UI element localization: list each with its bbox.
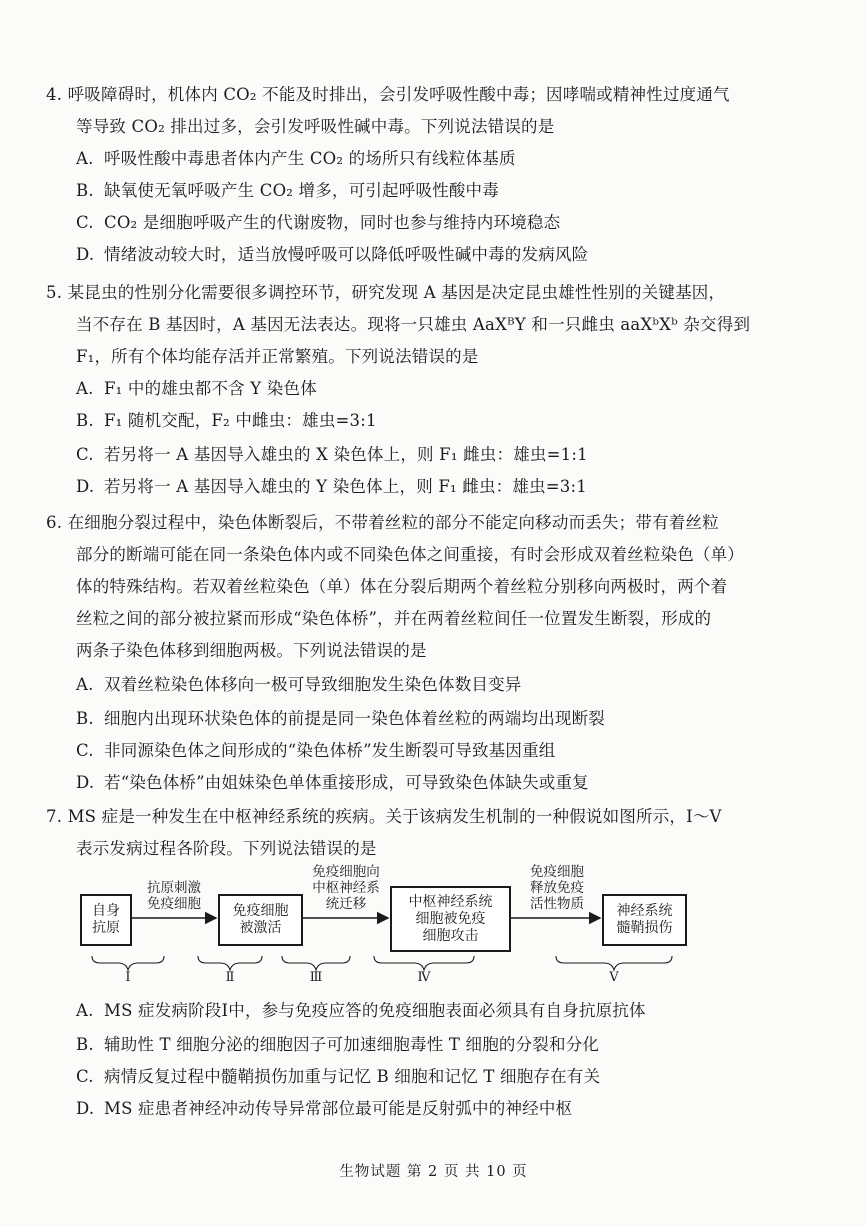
option-label: A. xyxy=(76,149,94,168)
q6-option-b xyxy=(76,708,605,730)
q5-stem-line-3: F₁，所有个体均能存活并正常繁殖。下列说法错误的是 xyxy=(76,347,479,366)
option-text: F₁ 随机交配，F₂ 中雌虫：雄虫=3:1 xyxy=(104,411,377,430)
q7-option-a xyxy=(76,1000,646,1022)
q7-stem-line-1: 7. MS 症是一种发生在中枢神经系统的疾病。关于该病发生机制的一种假说如图所示，Ⅰ～Ⅴ xyxy=(46,807,722,826)
q5-stem-line-2: 当不存在 B 基因时，A 基因无法表达。现将一只雄虫 AaXᴮY 和一只雌虫 aaXᵇXᵇ 杂交得到 xyxy=(76,315,751,334)
option-label: C. xyxy=(76,1067,94,1086)
q6-option-c xyxy=(76,740,555,762)
option-label: B. xyxy=(76,411,94,430)
brace-stage-3 xyxy=(282,956,350,970)
q6-option-a xyxy=(76,674,522,696)
brace-stage-5 xyxy=(556,956,672,970)
brace-stage-4 xyxy=(374,956,474,970)
box-myelin-damage: 神经系统 髓鞘损伤 xyxy=(602,894,687,946)
arrow-label-3: 免疫细胞 释放免疫 活性物质 xyxy=(530,864,584,912)
option-label: D. xyxy=(76,1099,95,1118)
stage-label-5: Ⅴ xyxy=(609,970,619,985)
stage-label-4: Ⅳ xyxy=(417,970,431,985)
q6-stem-line-5: 两条子染色体移到细胞两极。下列说法错误的是 xyxy=(76,641,427,660)
q7-option-c xyxy=(76,1066,600,1088)
q7-option-d xyxy=(76,1098,572,1120)
arrow-label-1: 抗原刺激 免疫细胞 xyxy=(147,880,201,912)
q4-stem-line-1: 4. 呼吸障碍时，机体内 CO₂ 不能及时排出，会引发呼吸性酸中毒；因哮喘或精神性过度通气 xyxy=(46,85,730,104)
q4-option-a xyxy=(76,148,516,170)
option-text: F₁ 中的雄虫都不含 Y 染色体 xyxy=(104,379,317,398)
brace-stage-2 xyxy=(198,956,262,970)
option-text: MS 症患者神经冲动传导异常部位最可能是反射弧中的神经中枢 xyxy=(104,1099,573,1118)
option-label: C. xyxy=(76,445,94,464)
stage-label-2: Ⅱ xyxy=(225,970,235,985)
q6-stem-line-1: 6. 在细胞分裂过程中，染色体断裂后，不带着丝粒的部分不能定向移动而丢失；带有着丝粒 xyxy=(46,513,719,532)
option-text: 双着丝粒染色体移向一极可导致细胞发生染色体数目变异 xyxy=(104,675,522,694)
option-label: A. xyxy=(76,379,94,398)
q7-stem-line-2: 表示发病过程各阶段。下列说法错误的是 xyxy=(76,839,377,858)
option-text: 情绪波动较大时，适当放慢呼吸可以降低呼吸性碱中毒的发病风险 xyxy=(104,245,589,264)
option-label: C. xyxy=(76,213,94,232)
option-text: CO₂ 是细胞呼吸产生的代谢废物，同时也参与维持内环境稳态 xyxy=(104,213,561,232)
option-text: 病情反复过程中髓鞘损伤加重与记忆 B 细胞和记忆 T 细胞存在有关 xyxy=(104,1067,601,1086)
q5-option-d xyxy=(76,476,587,498)
q7-option-b xyxy=(76,1034,599,1056)
box-self-antigen: 自身 抗原 xyxy=(80,894,132,946)
q4-option-c xyxy=(76,212,560,234)
option-label: D. xyxy=(76,245,95,264)
box-immune-activated: 免疫细胞 被激活 xyxy=(218,894,303,946)
q6-stem-line-4: 丝粒之间的部分被拉紧而形成“染色体桥”，并在两着丝粒间任一位置发生断裂，形成的 xyxy=(76,609,712,628)
option-text: 辅助性 T 细胞分泌的细胞因子可加速细胞毒性 T 细胞的分裂和分化 xyxy=(104,1035,600,1054)
q6-stem-line-3: 体的特殊结构。若双着丝粒染色（单）体在分裂后期两个着丝粒分别移向两极时，两个着 xyxy=(76,577,728,596)
option-text: 缺氧使无氧呼吸产生 CO₂ 增多，可引起呼吸性酸中毒 xyxy=(104,181,499,200)
q5-option-b xyxy=(76,410,377,432)
brace-stage-1 xyxy=(92,956,164,970)
option-label: C. xyxy=(76,741,94,760)
option-text: 若“染色体桥”由姐妹染色单体重接形成，可导致染色体缺失或重复 xyxy=(104,773,589,792)
q6-stem-line-2: 部分的断端可能在同一条染色体内或不同染色体之间重接，有时会形成双着丝粒染色（单） xyxy=(76,545,744,564)
q4-option-d xyxy=(76,244,588,266)
q4-stem-line-2: 等导致 CO₂ 排出过多，会引发呼吸性碱中毒。下列说法错误的是 xyxy=(76,117,555,136)
q6-option-d xyxy=(76,772,589,794)
q5-option-a xyxy=(76,378,317,400)
ms-pathogenesis-diagram xyxy=(70,862,790,992)
option-label: A. xyxy=(76,1001,94,1020)
q4-option-b xyxy=(76,180,499,202)
q5-option-c xyxy=(76,444,588,466)
option-text: 非同源染色体之间形成的“染色体桥”发生断裂可导致基因重组 xyxy=(104,741,556,760)
option-text: 呼吸性酸中毒患者体内产生 CO₂ 的场所只有线粒体基质 xyxy=(104,149,516,168)
box-cns-attacked: 中枢神经系统 细胞被免疫 细胞攻击 xyxy=(390,886,511,952)
option-label: D. xyxy=(76,477,95,496)
stage-label-3: Ⅲ xyxy=(309,970,323,985)
option-text: 若另将一 A 基因导入雄虫的 X 染色体上，则 F₁ 雌虫：雄虫=1:1 xyxy=(104,445,588,464)
option-text: MS 症发病阶段Ⅰ中，参与免疫应答的免疫细胞表面必须具有自身抗原抗体 xyxy=(104,1001,646,1020)
option-text: 细胞内出现环状染色体的前提是同一染色体着丝粒的两端均出现断裂 xyxy=(104,709,605,728)
option-label: D. xyxy=(76,773,95,792)
option-label: B. xyxy=(76,709,94,728)
option-label: B. xyxy=(76,1035,94,1054)
page-footer: 生物试题 第 2 页 共 10 页 xyxy=(339,1164,528,1180)
option-label: A. xyxy=(76,675,94,694)
option-text: 若另将一 A 基因导入雄虫的 Y 染色体上，则 F₁ 雌虫：雄虫=3:1 xyxy=(104,477,587,496)
option-label: B. xyxy=(76,181,94,200)
q5-stem-line-1: 5. 某昆虫的性别分化需要很多调控环节，研究发现 A 基因是决定昆虫雄性性别的关键基因， xyxy=(46,283,726,302)
stage-label-1: Ⅰ xyxy=(125,970,131,985)
arrow-label-2: 免疫细胞向 中枢神经系 统迁移 xyxy=(312,864,380,912)
